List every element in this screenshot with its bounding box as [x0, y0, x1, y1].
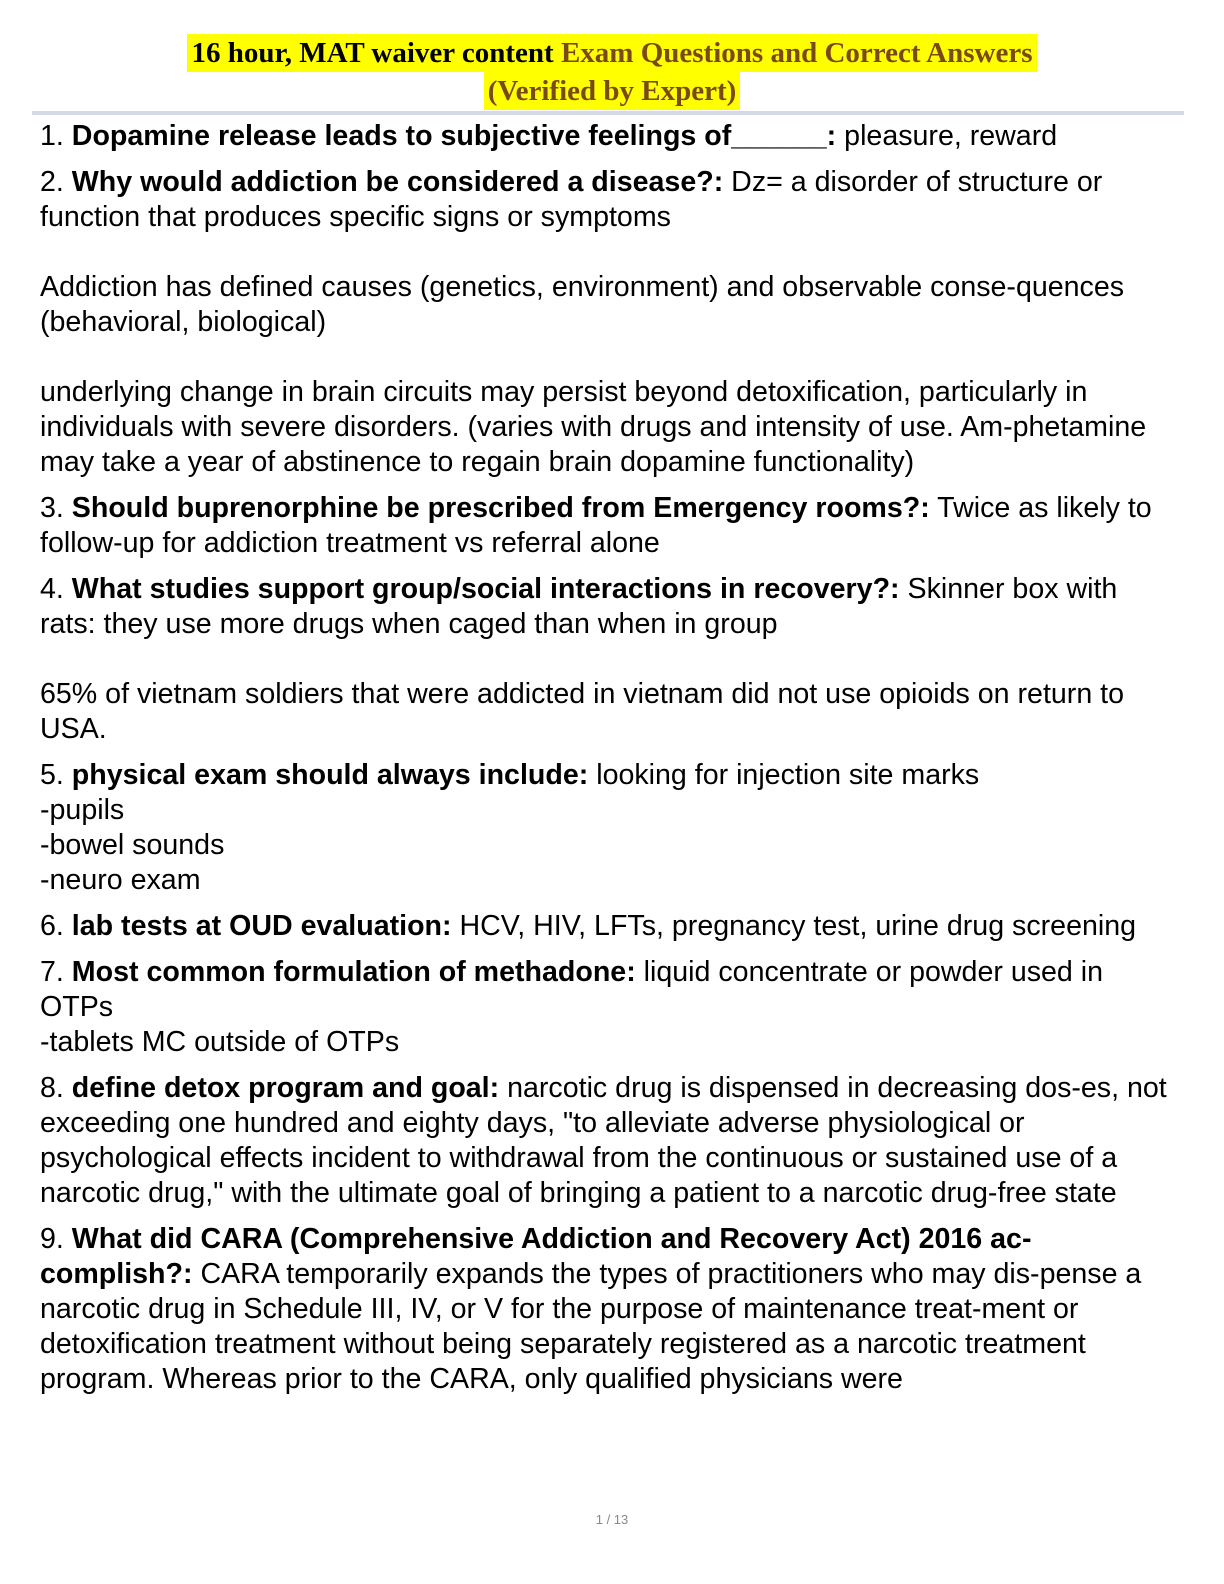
question-text: Most common formulation of methadone:: [71, 956, 636, 988]
qa-item-6: [40, 909, 1175, 944]
answer-paragraph: underlying change in brain circuits may persist beyond detoxification, particularly in individuals with severe disorders. (varies with drugs and intensity of use. Am-phetamine may take a year of abstinence to regain brain dopamine functionality): [40, 376, 1147, 478]
qa-paragraph: [40, 758, 1175, 793]
qa-paragraph: [40, 119, 1175, 154]
qa-item-1: [40, 119, 1175, 154]
question-text: Why would addiction be considered a disease?:: [71, 166, 724, 198]
title-part-2: Exam Questions and Correct Answers: [553, 37, 1033, 69]
qa-paragraph: [40, 572, 1175, 642]
item-number: 1.: [40, 120, 72, 152]
qa-paragraph: [40, 955, 1175, 1025]
qa-item-4: [40, 572, 1175, 747]
item-number: 9.: [40, 1223, 72, 1255]
item-number: 6.: [40, 910, 72, 942]
answer-text: Twice as likely to follow-up for addiction treatment vs referral alone: [40, 492, 1152, 559]
question-text: What did CARA (Comprehensive Addiction and Recovery Act) 2016 ac-complish?:: [40, 1223, 1032, 1290]
item-number: 7.: [40, 956, 72, 988]
qa-paragraph: [40, 909, 1175, 944]
item-number: 5.: [40, 759, 72, 791]
answer-text: CARA temporarily expands the types of practitioners who may dis-pense a narcotic drug in Schedule III, IV, or V for the purpose of maintenance treat-ment or detoxification treatment without being separately registered as a narcotic treatment program. Whereas prior to the CARA, only qualified physicians were: [40, 1258, 1142, 1395]
qa-item-9: [40, 1222, 1175, 1397]
question-text: physical exam should always include:: [71, 759, 589, 791]
qa-item-8: [40, 1071, 1175, 1211]
question-text: Dopamine release leads to subjective feelings of______:: [71, 120, 837, 152]
answer-text: Skinner box with rats: they use more drugs when caged than when in group: [40, 573, 1118, 640]
answer-text: HCV, HIV, LFTs, pregnancy test, urine drug screening: [451, 910, 1137, 942]
answer-text: liquid concentrate or powder used in OTPs: [40, 956, 1104, 1023]
qa-item-5: [40, 758, 1175, 898]
answer-paragraph: 65% of vietnam soldiers that were addicted in vietnam did not use opioids on return to USA.: [40, 678, 1125, 745]
item-number: 8.: [40, 1072, 72, 1104]
title-line-1: [187, 34, 1036, 72]
qa-list: [40, 119, 1175, 1408]
qa-item-7: [40, 955, 1175, 1060]
answer-text: narcotic drug is dispensed in decreasing dos-es, not exceeding one hundred and eighty days, "to alleviate adverse physiological or psychological effects incident to withdrawal from the continuous or sustained use of a narcotic drug," with the ultimate goal of bringing a patient to a narcotic drug-free state: [40, 1072, 1167, 1209]
item-number: 3.: [40, 492, 72, 524]
answer-line: -neuro exam: [40, 864, 201, 896]
qa-paragraph: [40, 491, 1175, 561]
question-text: lab tests at OUD evaluation:: [71, 910, 452, 942]
page-indicator: 1 / 13: [595, 1512, 629, 1527]
answer-line: -tablets MC outside of OTPs: [40, 1026, 400, 1058]
answer-text: looking for injection site marks: [588, 759, 980, 791]
question-text: What studies support group/social interactions in recovery?:: [71, 573, 900, 605]
answer-line: -pupils: [40, 794, 125, 826]
title-part-1: 16 hour, MAT waiver content: [191, 37, 554, 69]
question-text: define detox program and goal:: [71, 1072, 500, 1104]
item-number: 2.: [40, 166, 72, 198]
qa-paragraph: [40, 1071, 1175, 1211]
qa-paragraph: [40, 165, 1175, 235]
answer-paragraph: Addiction has defined causes (genetics, environment) and observable conse-quences (behavioral, biological): [40, 271, 1125, 338]
qa-paragraph: [40, 1222, 1175, 1397]
document-title: [0, 34, 1224, 110]
answer-text: pleasure, reward: [836, 120, 1058, 152]
item-number: 4.: [40, 573, 72, 605]
title-line-2: (Verified by Expert): [484, 72, 741, 110]
question-text: Should buprenorphine be prescribed from Emergency rooms?:: [71, 492, 930, 524]
header-divider: [32, 111, 1184, 115]
qa-item-3: [40, 491, 1175, 561]
qa-item-2: [40, 165, 1175, 480]
answer-text: Dz= a disorder of structure or function that produces specific signs or symptoms: [40, 166, 1103, 233]
answer-line: -bowel sounds: [40, 829, 225, 861]
